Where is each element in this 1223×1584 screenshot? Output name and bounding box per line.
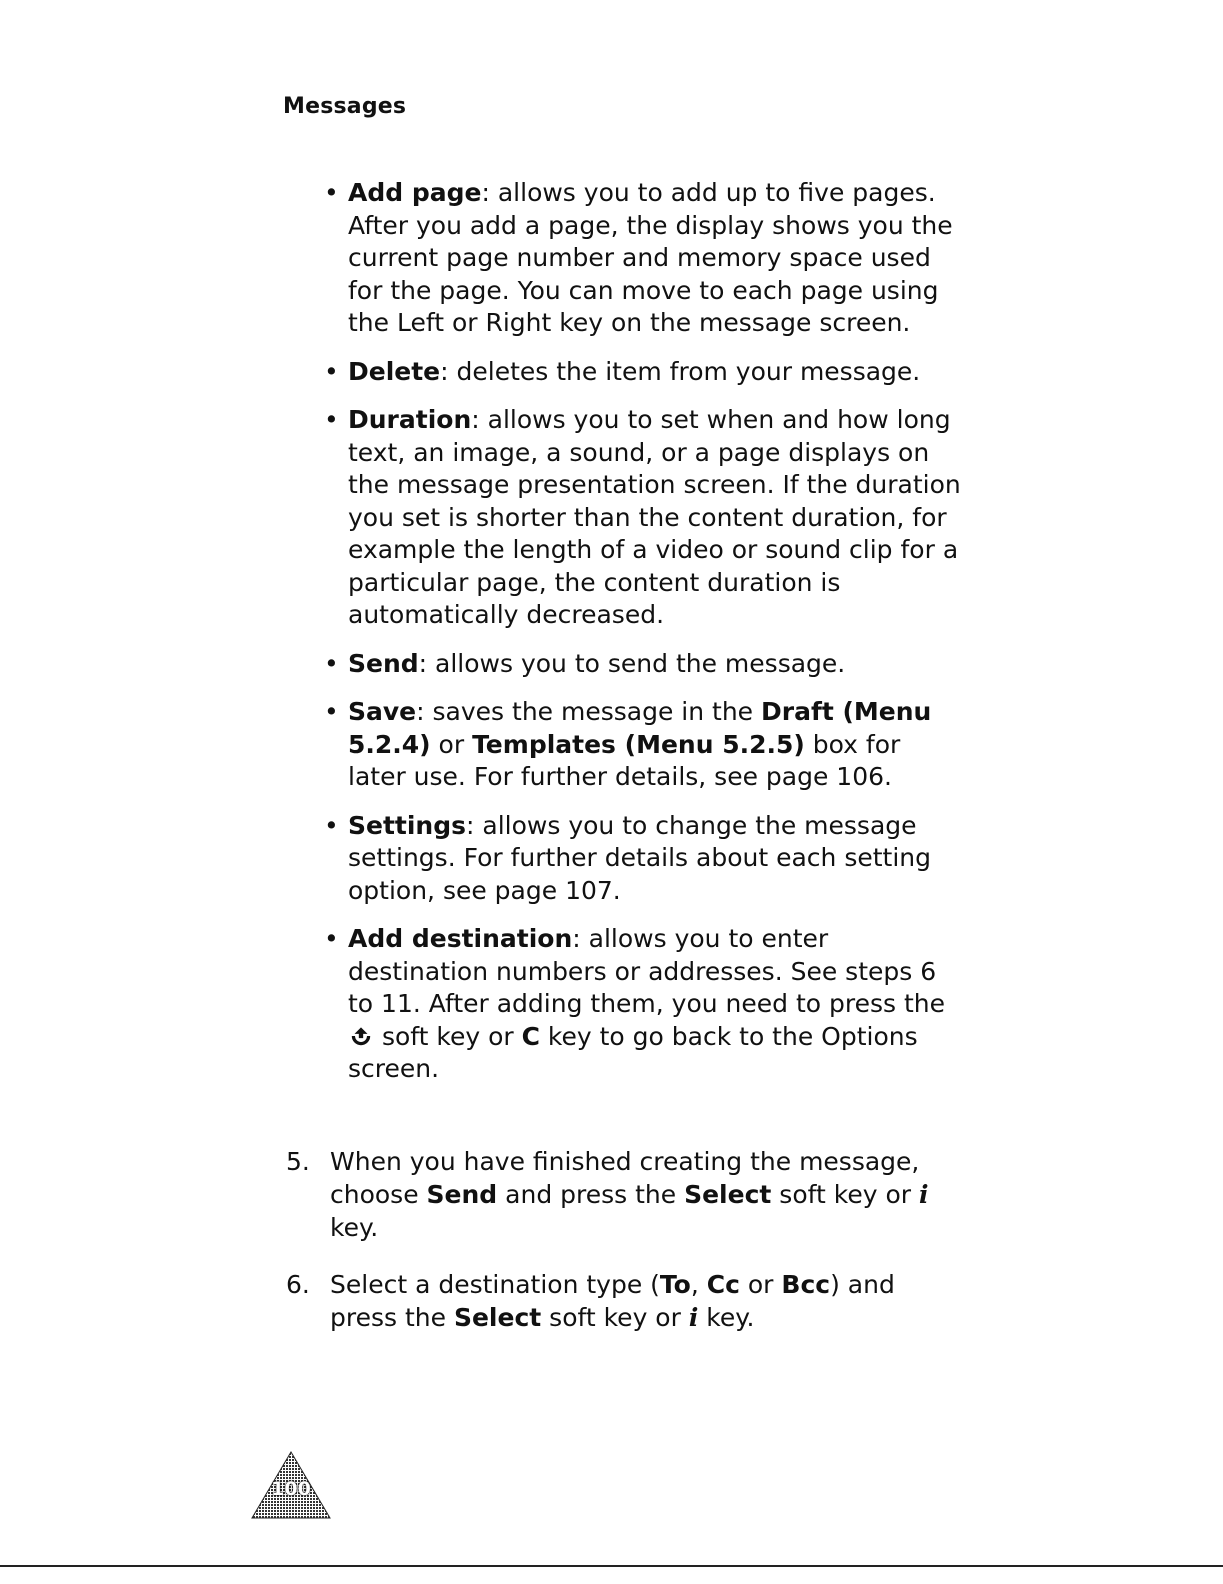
- options-list: [322, 177, 962, 1102]
- option-term: Add page: [348, 178, 482, 207]
- option-term: Send: [348, 648, 419, 678]
- templates-menu-ref: Templates (Menu 5.2.5): [472, 729, 805, 759]
- draft-menu-ref: Draft (Menu 5.2.4): [348, 697, 932, 759]
- step-number: 6.: [286, 1270, 310, 1299]
- option-send: • Send: allows you to send the message.: [322, 648, 962, 681]
- option-term: Save: [348, 697, 417, 726]
- option-save: • Save: saves the message in the Draft (Menu 5.2.4) or Templates (Menu 5.2.5) box for later use. For further details, see page 106.: [322, 696, 962, 794]
- back-arrow-icon: [348, 1023, 374, 1049]
- option-duration: • Duration: allows you to set when and how long text, an image, a sound, or a page displays on the message presentation screen. If the duration you set is shorter than the content duration, for example the length of a video or sound clip for a particular page, the content duration is automatically decreased.: [322, 404, 962, 632]
- option-description: allows you to set when and how long text, an image, a sound, or a page displays on the message presentation screen. If the duration you set is shorter than the content duration, for example the length of a video or sound clip for a particular page, the content duration is automatically decreased.: [348, 405, 961, 629]
- option-delete: • Delete: deletes the item from your message.: [322, 356, 962, 389]
- step-6: 6. Select a destination type (To, Cc or Bcc) and press the Select soft key or i key.: [286, 1270, 895, 1332]
- page-number: 100: [271, 1478, 311, 1500]
- option-add-destination: • Add destination: allows you to enter destination numbers or addresses. See steps 6 to 11. After adding them, you need to press the soft key or C key to go back to the Options screen.: [322, 923, 962, 1086]
- i-key-icon: i: [688, 1303, 699, 1332]
- option-description: deletes the item from your message.: [448, 356, 921, 386]
- option-term: Delete: [348, 356, 441, 386]
- c-key: C: [521, 1021, 540, 1051]
- option-term: Settings: [348, 810, 467, 840]
- i-key-icon: i: [918, 1180, 929, 1209]
- option-term: Add destination: [348, 924, 573, 953]
- page-number-badge: [250, 1450, 332, 1520]
- step-5: 5. When you have finished creating the message, choose Send and press the Select soft key or i key.: [286, 1147, 929, 1242]
- option-description: allows you to add up to five pages. After you add a page, the display shows you the current page number and memory space used for the page. You can move to each page using the Left or Right key on the message screen.: [348, 178, 953, 337]
- option-add-page: • Add page: allows you to add up to five pages. After you add a page, the display shows you the current page number and memory space used for the page. You can move to each page using the Left or Right key on the message screen.: [322, 177, 962, 340]
- option-settings: • Settings: allows you to change the message settings. For further details about each setting option, see page 107.: [322, 810, 962, 908]
- option-description: allows you to change the message settings. For further details about each setting option, see page 107.: [348, 810, 931, 905]
- page-header-title: Messages: [283, 94, 407, 119]
- step-number: 5.: [286, 1147, 310, 1176]
- option-description: allows you to send the message.: [427, 648, 846, 678]
- steps-list: [286, 1145, 962, 1358]
- option-term: Duration: [348, 405, 472, 434]
- bottom-divider: [0, 1565, 1223, 1567]
